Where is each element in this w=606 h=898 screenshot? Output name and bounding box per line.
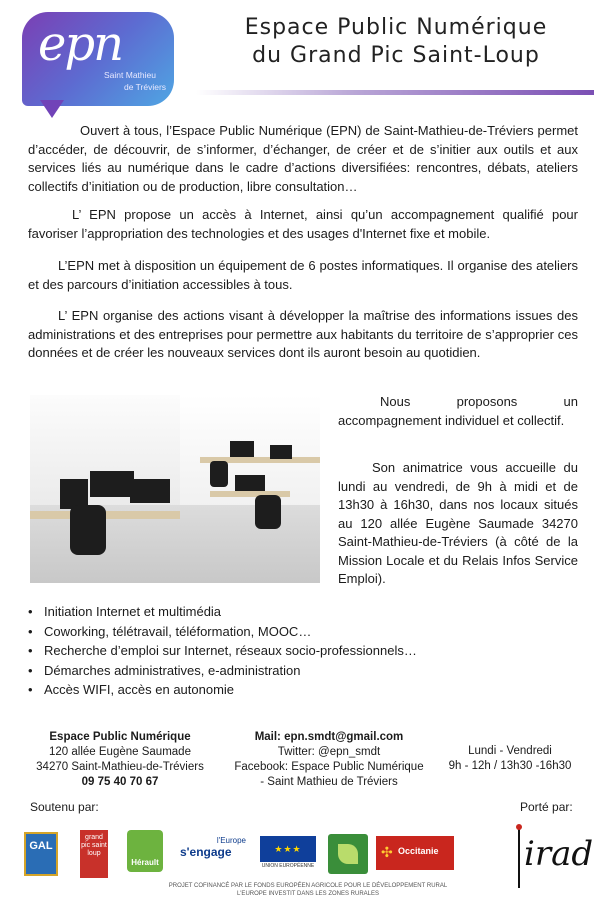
- mail-address[interactable]: Mail: epn.smdt@gmail.com: [254, 731, 404, 743]
- cofinancing-note: [150, 882, 466, 898]
- accompaniment-text: Nous proposons un accompagnement individuel et collectif.: [338, 394, 578, 428]
- address-line1: 120 allée Eugène Saumade: [49, 746, 191, 758]
- leader-logo: [328, 834, 368, 874]
- logo-bubble-tail: [40, 100, 64, 118]
- list-item: • Initiation Internet et multimédia: [28, 602, 588, 622]
- list-item: • Accès WIFI, accès en autonomie: [28, 680, 588, 700]
- online-contact-block: [226, 730, 432, 790]
- cofinancing-line1: PROJET COFINANCÉ PAR LE FONDS EUROPÉEN AGRICOLE POUR LE DÉVELOPPEMENT RURAL: [168, 883, 448, 889]
- irad-dot-icon: [516, 824, 522, 830]
- contact-name: Espace Public Numérique: [49, 731, 191, 743]
- address-block: [22, 730, 218, 790]
- list-item: • Coworking, télétravail, téléformation, MOOC…: [28, 622, 588, 642]
- eu-stars-icon: ★★★: [260, 836, 316, 862]
- gal-logo-text: GAL: [29, 840, 53, 852]
- occitanie-logo: [376, 836, 454, 870]
- title-line-2: du Grand Pic Saint-Loup: [252, 43, 540, 68]
- eu-label: UNION EUROPÉENNE: [261, 863, 315, 869]
- gal-logo: [24, 832, 58, 876]
- internet-paragraph: L’ EPN propose un accès à Internet, ainsi qu’un accompagnement qualifié pour favoriser l’appropriation des technologies et des usages d'Internet fixe et mobile.: [28, 207, 578, 241]
- europe-sengage-logo: [180, 836, 246, 868]
- phone-number: 09 75 40 70 67: [81, 776, 159, 788]
- address-line2: 34270 Saint-Mathieu-de-Tréviers: [36, 761, 204, 773]
- list-item: • Recherche d’emploi sur Internet, réseaux socio-professionnels…: [28, 641, 588, 661]
- herault-logo-text: Hérault: [131, 858, 159, 867]
- carried-by-label: Porté par:: [520, 800, 573, 814]
- twitter-handle[interactable]: Twitter: @epn_smdt: [277, 746, 381, 758]
- opening-days: Lundi - Vendredi: [468, 745, 552, 757]
- facebook-line2: - Saint Mathieu de Tréviers: [260, 776, 398, 788]
- actions-paragraph: L’ EPN organise des actions visant à développer la maîtrise des informations issues des administrations et des entreprises pour permettre aux habitants du territoire de s’approprier ces données et de créer les nouveaux services dont ils auront besoin au quotidien.: [28, 308, 578, 360]
- title-line-1: Espace Public Numérique: [244, 15, 548, 40]
- logo-text: epn: [38, 16, 123, 72]
- opening-hours: 9h - 12h / 13h30 -16h30: [448, 760, 572, 772]
- welcome-text: Son animatrice vous accueille du lundi au vendredi, de 9h à midi et de 13h30 à 16h30, dans nos locaux situés au 120 allée Eugène Saumade 34270 Saint-Mathieu-de-Tréviers (à côté de la Mission Locale et du Relais Infos Service Emploi).: [338, 460, 578, 586]
- opening-hours-block: [434, 744, 586, 774]
- leaf-icon: [338, 844, 358, 864]
- title-underline: [196, 90, 594, 95]
- page-title: [200, 14, 592, 70]
- list-item: • Démarches administratives, e-administration: [28, 661, 588, 681]
- eu-flag-logo: [260, 836, 316, 870]
- facebook-line1[interactable]: Facebook: Espace Public Numérique: [234, 761, 424, 773]
- occitanie-logo-text: Occitanie: [398, 846, 439, 856]
- grand-pic-saint-loup-logo: [80, 830, 108, 878]
- logo-subtitle-line1: Saint Mathieu: [104, 70, 156, 80]
- europe-logo-top: l'Europe: [216, 836, 246, 845]
- logo-subtitle-line2: de Tréviers: [124, 82, 167, 92]
- europe-logo-main: s'engage: [180, 845, 232, 859]
- cofinancing-line2: L'EUROPE INVESTIT DANS LES ZONES RURALES: [236, 891, 380, 897]
- irad-logo-text: irad: [524, 834, 594, 874]
- equipment-paragraph: L’EPN met à disposition un équipement de 6 postes informatiques. Il organise des ateliers et des parcours d’initiation accessibles à tous.: [28, 258, 578, 292]
- irad-logo: [518, 826, 594, 888]
- gpsl-logo-text: grand pic saint loup: [81, 834, 107, 857]
- intro-paragraph: Ouvert à tous, l’Espace Public Numérique (EPN) de Saint-Mathieu-de-Tréviers permet d’accéder, de découvrir, de s’informer, d’échanger, de créer et de s’initier aux outils et aux services liés au numérique dans le cadre d’actions diversifiées: rencontres, débats, ateliers collectifs d’initiation ou de production, libre consultation…: [28, 123, 578, 194]
- computer-room-photo: [30, 395, 320, 583]
- supported-by-label: Soutenu par:: [30, 800, 99, 814]
- herault-logo: [127, 830, 163, 872]
- occitan-cross-icon: ✣: [381, 844, 393, 860]
- services-list: [28, 602, 588, 700]
